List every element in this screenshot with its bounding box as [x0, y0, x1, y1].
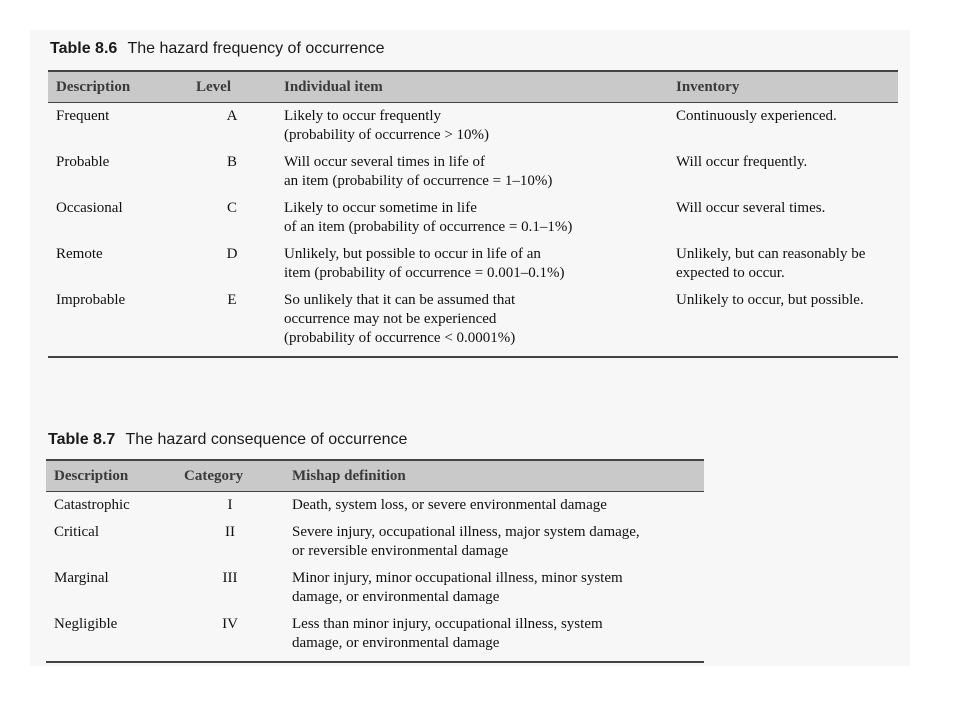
category-cell: III [222, 570, 238, 586]
table-87-number: Table 8.7 [48, 431, 116, 448]
column-header: Inventory [668, 71, 898, 103]
table-87-caption [48, 431, 407, 449]
category-cell: I [227, 497, 233, 513]
table-row [48, 241, 898, 287]
individual-item-line: Likely to occur frequently [284, 108, 442, 124]
category-cell: II [225, 524, 235, 540]
inventory-line: Will occur several times. [676, 200, 826, 216]
description-cell: Occasional [56, 200, 123, 216]
mishap-definition-line: Severe injury, occupational illness, major system damage, [292, 524, 640, 540]
inventory-cell [668, 241, 898, 287]
mishap-definition-cell [284, 611, 704, 662]
inventory-line: expected to occur. [676, 265, 785, 281]
table-86-number: Table 8.6 [50, 40, 118, 57]
description-cell: Improbable [48, 287, 188, 357]
description-cell: Frequent [56, 108, 110, 124]
column-header: Description [46, 460, 176, 492]
individual-item-cell [276, 149, 668, 195]
individual-item-cell [276, 287, 668, 357]
individual-item-line: Likely to occur sometime in life [284, 200, 477, 216]
level-cell: D [226, 246, 238, 262]
individual-item-line: Unlikely, but possible to occur in life of an [284, 246, 541, 262]
level-cell: A [226, 108, 238, 124]
inventory-cell [668, 195, 898, 241]
mishap-definition-line: damage, or environmental damage [292, 589, 500, 605]
table-86-title: The hazard frequency of occurrence [127, 40, 385, 57]
individual-item-line: (probability of occurrence > 10%) [284, 127, 490, 143]
mishap-definition-line: Less than minor injury, occupational illness, system [292, 616, 603, 632]
hazard-frequency-table [48, 70, 898, 358]
table-86-caption [50, 40, 384, 58]
table-87-title: The hazard consequence of occurrence [125, 431, 408, 448]
mishap-definition-cell [284, 492, 704, 520]
level-cell: B [226, 154, 237, 170]
mishap-definition-line: Minor injury, minor occupational illness, minor system [292, 570, 623, 586]
column-header: Individual item [276, 71, 668, 103]
individual-item-line: So unlikely that it can be assumed that [284, 292, 516, 308]
mishap-definition-line: or reversible environmental damage [292, 543, 509, 559]
individual-item-line: of an item (probability of occurrence = 0.1–1%) [284, 219, 573, 235]
individual-item-line: Will occur several times in life of [284, 154, 485, 170]
description-cell: Critical [54, 524, 99, 540]
table-row [48, 287, 898, 357]
category-cell: IV [176, 611, 284, 662]
individual-item-line: item (probability of occurrence = 0.001–0.1%) [284, 265, 565, 281]
mishap-definition-cell [284, 519, 704, 565]
table-row [48, 149, 898, 195]
column-header: Category [176, 460, 284, 492]
description-cell: Catastrophic [54, 497, 130, 513]
level-cell: C [226, 200, 237, 216]
mishap-definition-line: Death, system loss, or severe environmental damage [292, 497, 607, 513]
table-header-row [46, 460, 704, 492]
column-header: Description [48, 71, 188, 103]
description-cell: Negligible [46, 611, 176, 662]
inventory-line: Unlikely to occur, but possible. [676, 292, 864, 308]
table-row [46, 519, 704, 565]
mishap-definition-line: damage, or environmental damage [292, 635, 500, 651]
column-header: Mishap definition [284, 460, 704, 492]
level-cell: E [188, 287, 276, 357]
table-header-row [48, 71, 898, 103]
inventory-line: Continuously experienced. [676, 108, 837, 124]
table-row [46, 492, 704, 520]
hazard-consequence-table [46, 459, 704, 663]
description-cell: Probable [56, 154, 110, 170]
description-cell: Remote [56, 246, 103, 262]
inventory-line: Will occur frequently. [676, 154, 808, 170]
column-header: Level [188, 71, 276, 103]
inventory-cell [668, 103, 898, 150]
inventory-line: Unlikely, but can reasonably be [676, 246, 866, 262]
table-row [46, 611, 704, 662]
individual-item-cell [276, 241, 668, 287]
individual-item-line: an item (probability of occurrence = 1–10%) [284, 173, 553, 189]
table-row [46, 565, 704, 611]
table-row [48, 195, 898, 241]
individual-item-line: (probability of occurrence < 0.0001%) [284, 330, 516, 346]
mishap-definition-cell [284, 565, 704, 611]
individual-item-line: occurrence may not be experienced [284, 311, 497, 327]
individual-item-cell [276, 103, 668, 150]
inventory-cell [668, 287, 898, 357]
individual-item-cell [276, 195, 668, 241]
table-row [48, 103, 898, 150]
inventory-cell [668, 149, 898, 195]
description-cell: Marginal [54, 570, 109, 586]
